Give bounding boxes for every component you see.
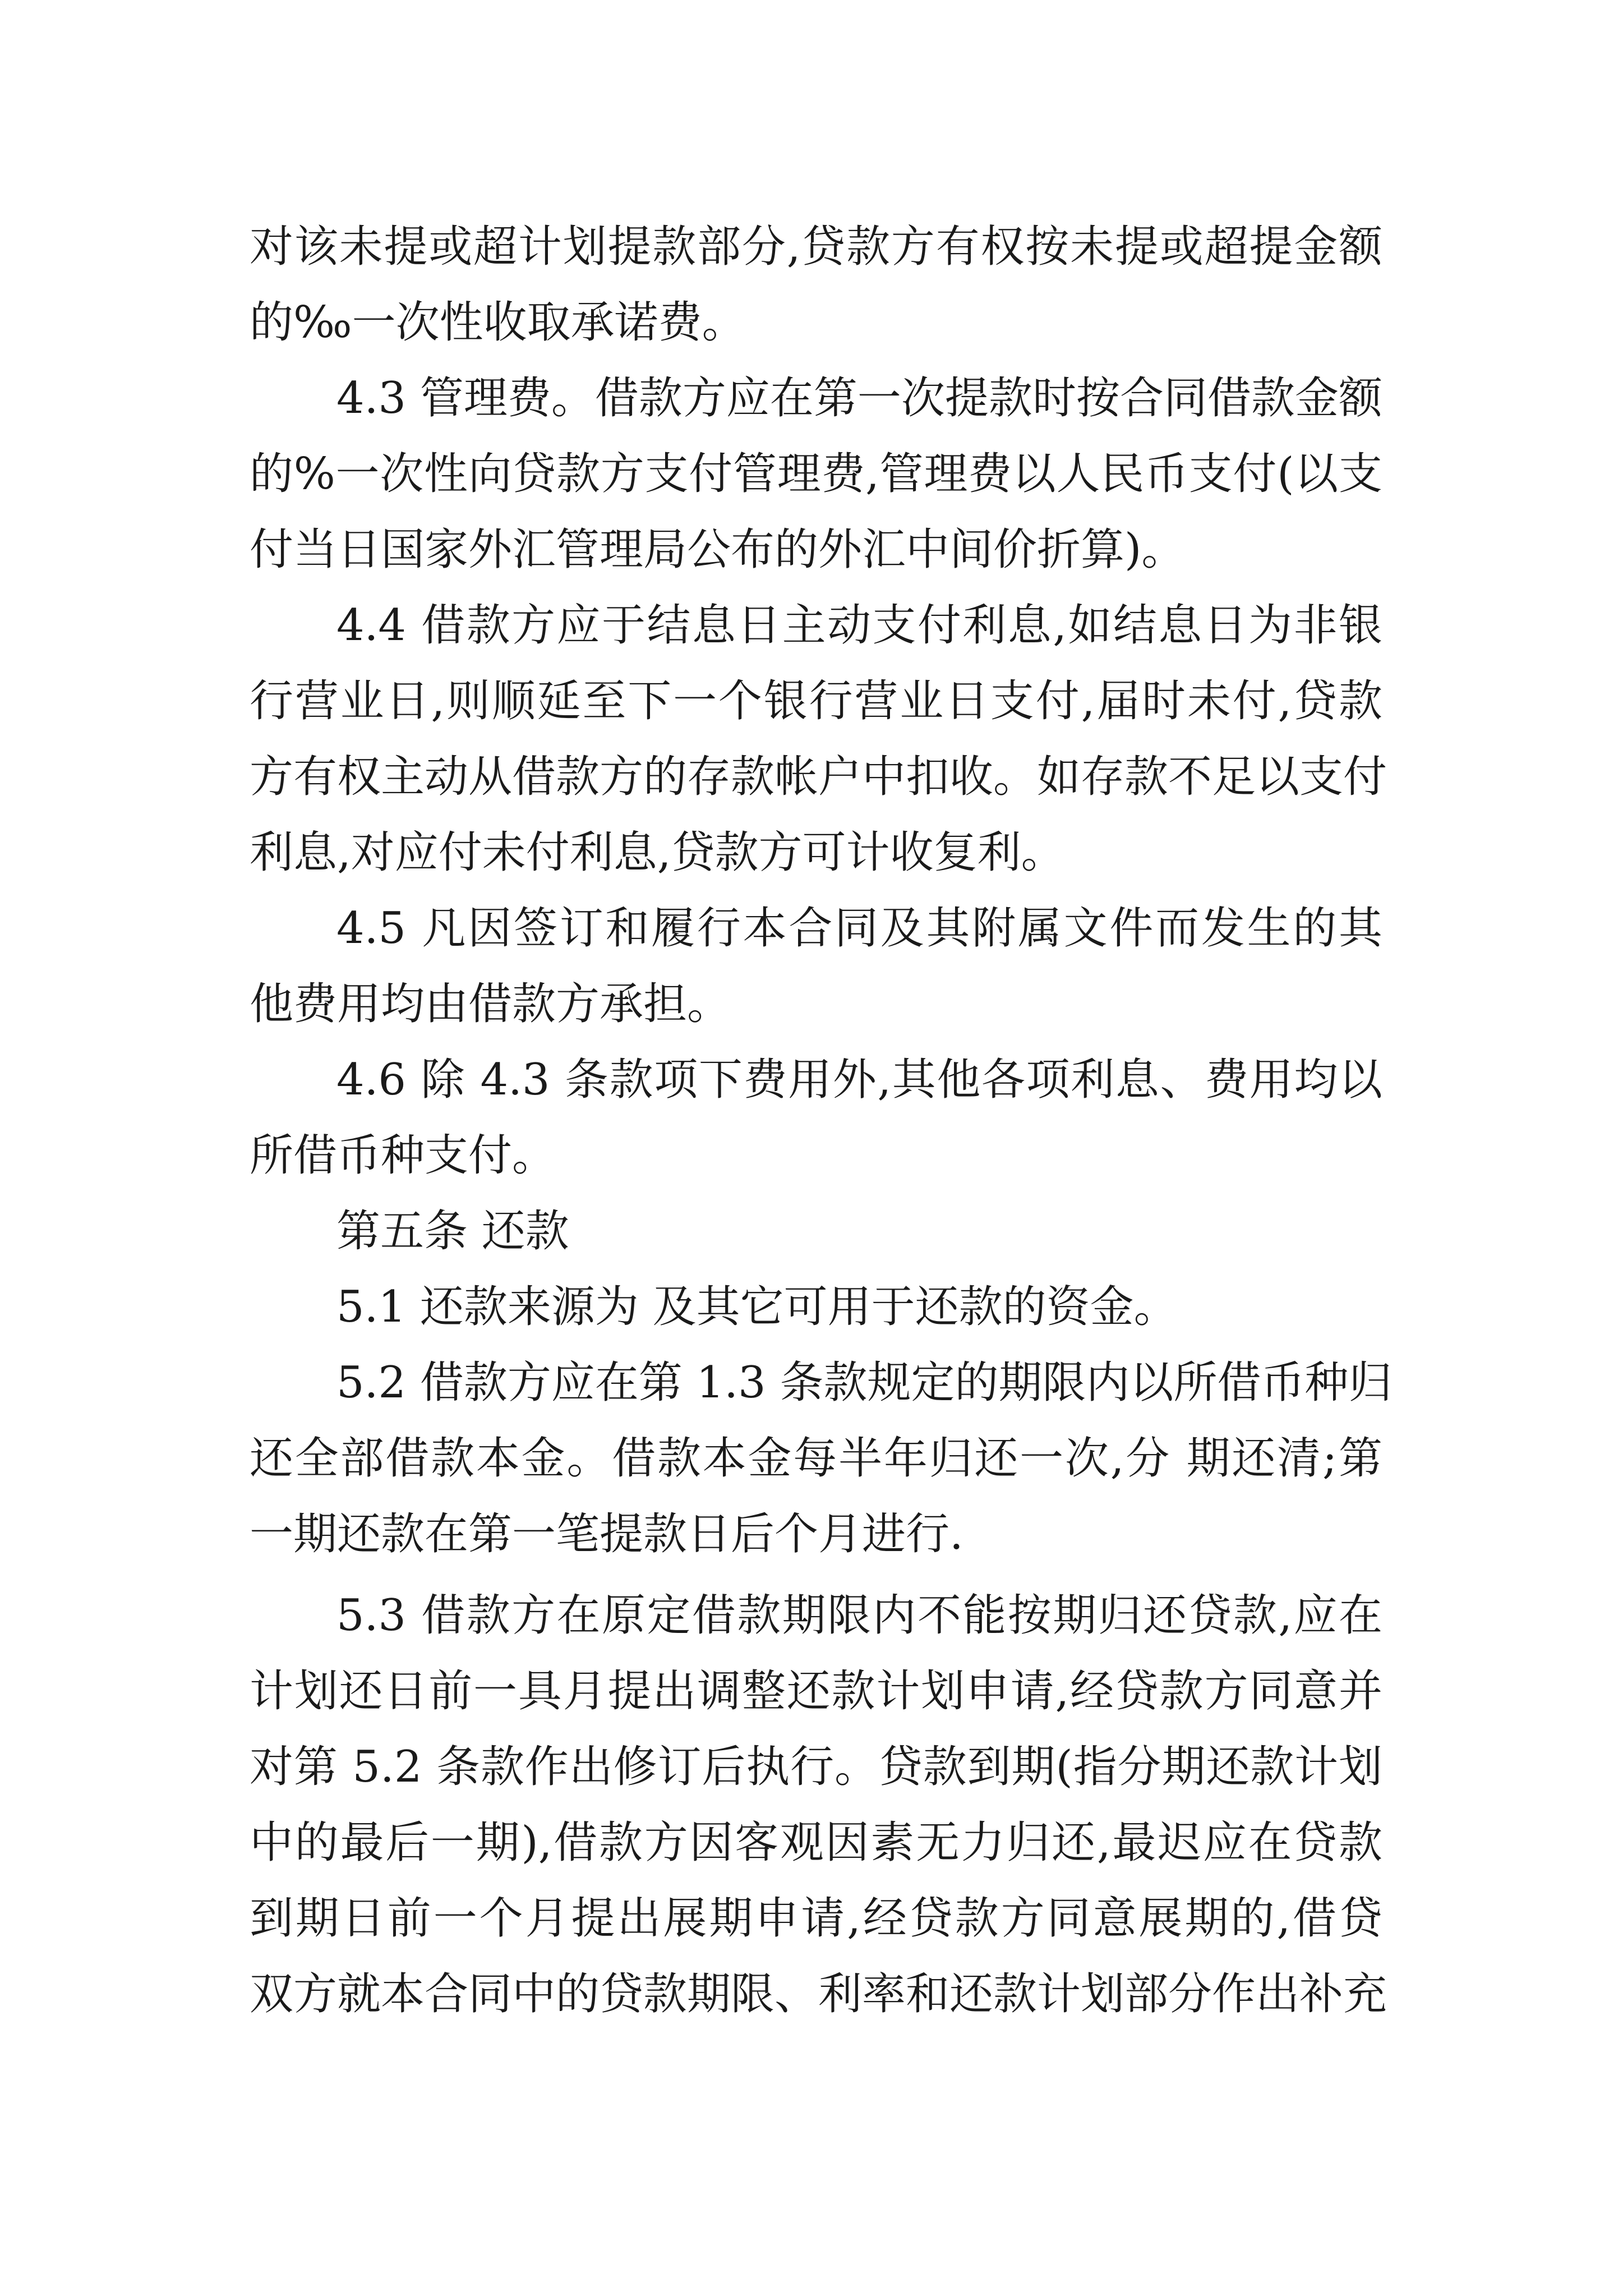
text-line: 他费用均由借款方承担。 [250,979,731,1029]
text-line: 到期日前一个月提出展期申请,经贷款方同意展期的,借贷 [250,1893,1382,1944]
text-line: 对第 5.2 条款作出修订后执行。贷款到期(指分期还款计划 [250,1742,1382,1792]
section-heading: 第五条 还款 [336,1206,569,1257]
text-line: 4.6 除 4.3 条款项下费用外,其他各项利息、费用均以 [336,1055,1382,1105]
text-line: 一期还款在第一笔提款日后个月进行. [250,1509,963,1559]
text-line: 计划还日前一具月提出调整还款计划申请,经贷款方同意并 [250,1666,1382,1717]
text-line: 4.3 管理费。借款方应在第一次提款时按合同借款金额 [336,373,1382,424]
text-line: 的%一次性向贷款方支付管理费,管理费以人民币支付(以支 [250,449,1382,499]
text-line: 中的最后一期),借款方因客观因素无力归还,最迟应在贷款 [250,1818,1382,1868]
text-line: 4.4 借款方应于结息日主动支付利息,如结息日为非银 [336,600,1382,651]
text-line: 还全部借款本金。借款本金每半年归还一次,分 期还清;第 [250,1433,1382,1484]
text-line: 所借币种支付。 [250,1130,556,1181]
text-line: 的‰一次性收取承诺费。 [250,297,746,348]
text-line: 4.5 凡因签订和履行本合同及其附属文件而发生的其 [336,903,1382,954]
text-line: 利息,对应付未付利息,贷款方可计收复利。 [250,827,1065,878]
text-line: 5.2 借款方应在第 1.3 条款规定的期限内以所借币种归 [336,1358,1393,1408]
text-line: 付当日国家外汇管理局公布的外汇中间价折算)。 [250,524,1186,575]
text-line: 方有权主动从借款方的存款帐户中扣收。如存款不足以支付 [250,752,1387,802]
text-line: 行营业日,则顺延至下一个银行营业日支付,届时未付,贷款 [250,676,1382,726]
text-line: 对该未提或超计划提款部分,贷款方有权按未提或超提金额 [250,222,1382,272]
text-line: 5.3 借款方在原定借款期限内不能按期归还贷款,应在 [336,1590,1382,1641]
text-line: 双方就本合同中的贷款期限、利率和还款计划部分作出补充 [250,1969,1387,2019]
text-line: 5.1 还款来源为 及其它可用于还款的资金。 [336,1282,1178,1332]
